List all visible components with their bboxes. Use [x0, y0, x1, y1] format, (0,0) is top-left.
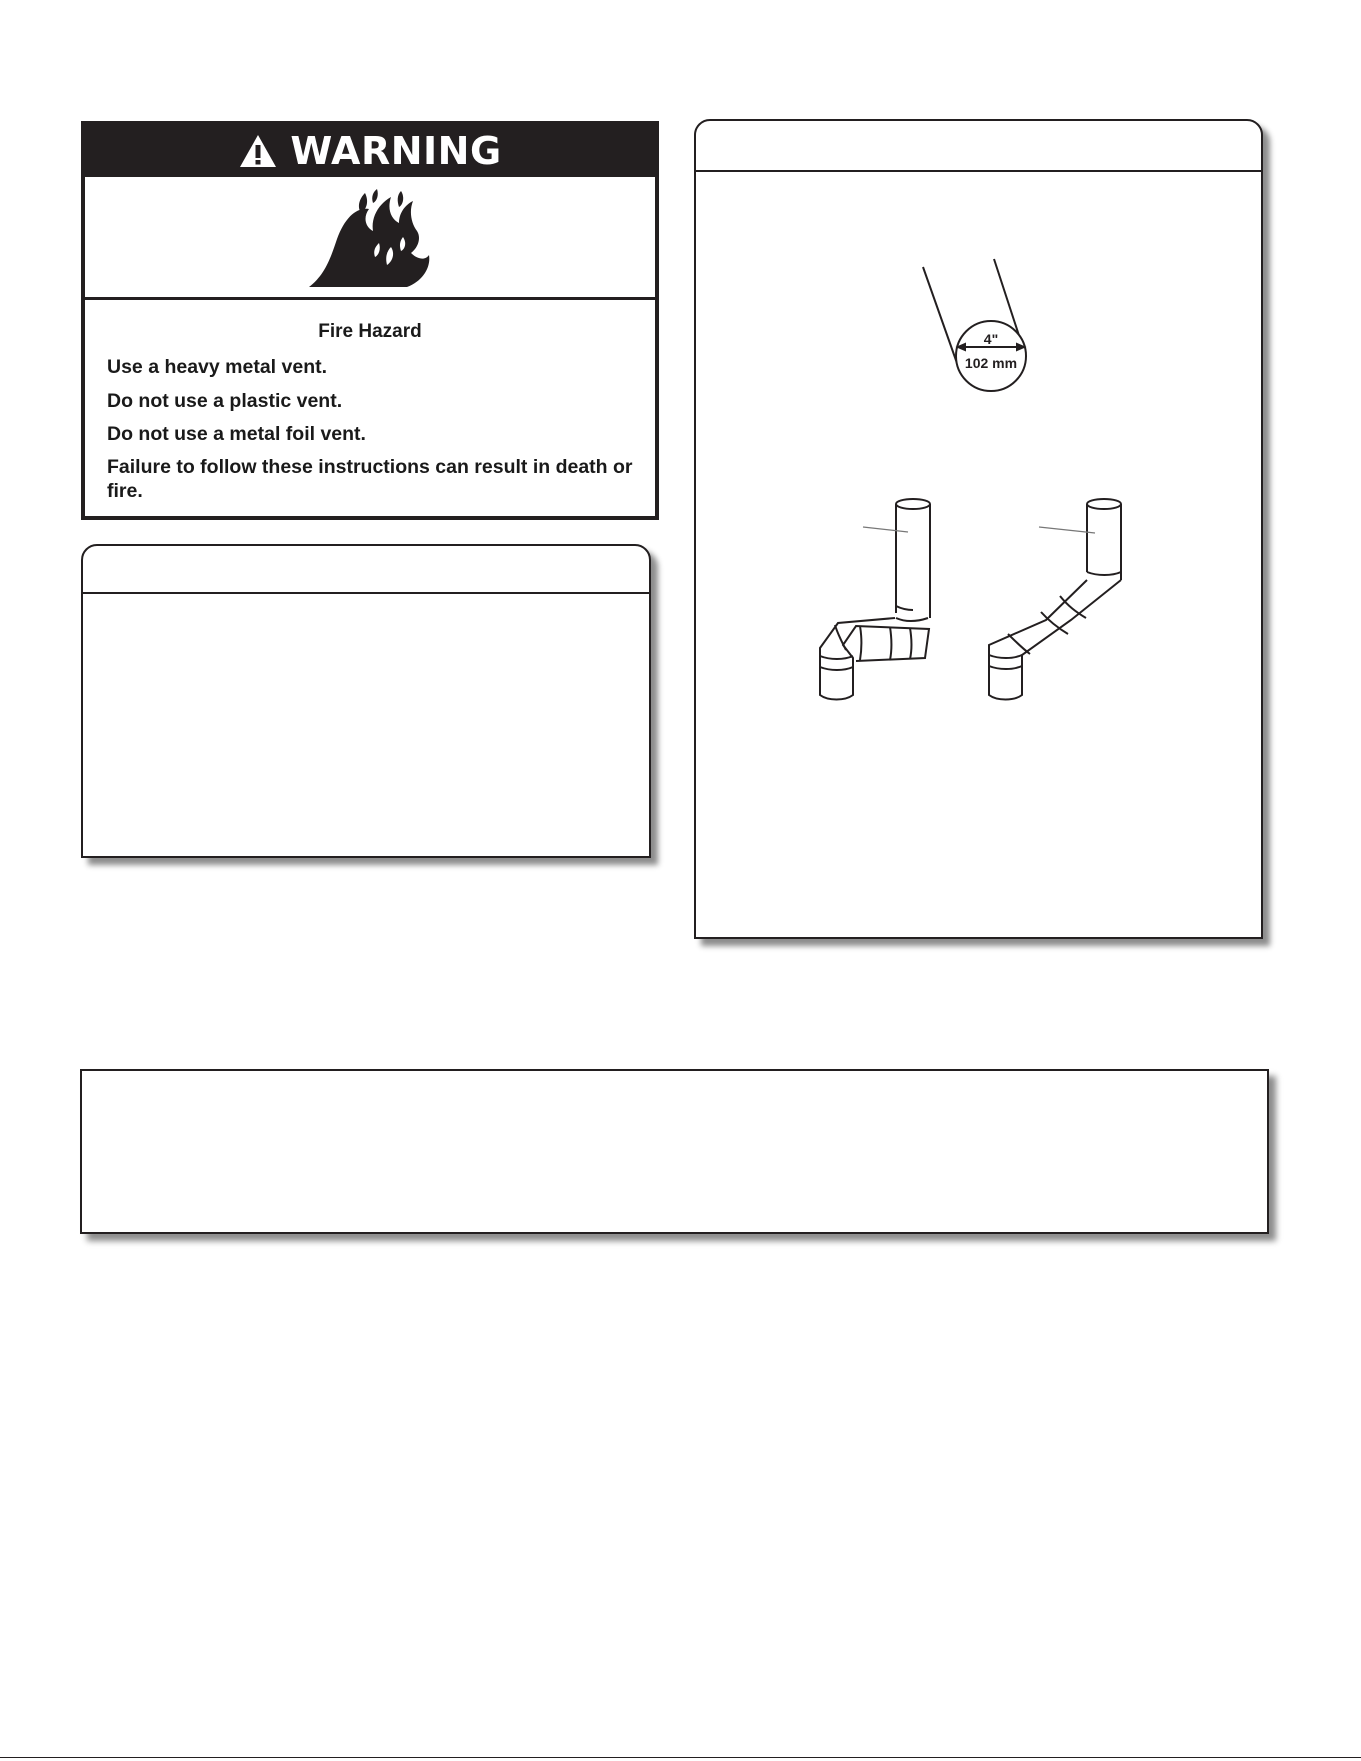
warning-header: [85, 125, 655, 177]
divider: [83, 592, 649, 594]
warning-symbol-area: [85, 177, 655, 300]
warning-triangle-icon: [238, 133, 278, 169]
warning-title: WARNING: [290, 129, 502, 173]
warning-line: Do not use a plastic vent.: [107, 390, 343, 412]
vent-diagram: [760, 250, 1220, 750]
footer-rule: [0, 1757, 1361, 1758]
info-box-bottom: [80, 1069, 1269, 1234]
warning-line: Do not use a metal foil vent.: [107, 423, 366, 445]
warning-box: [81, 121, 659, 520]
hazard-title: Fire Hazard: [318, 321, 422, 342]
warning-line: Use a heavy metal vent.: [107, 356, 328, 378]
diameter-inches: 4": [983, 331, 999, 347]
diameter-mm: 102 mm: [964, 355, 1018, 371]
divider: [696, 170, 1261, 172]
warning-line: Failure to follow these instructions can result in death or fire.: [107, 456, 633, 502]
info-box-left: [81, 544, 651, 858]
fire-icon: [307, 187, 433, 289]
